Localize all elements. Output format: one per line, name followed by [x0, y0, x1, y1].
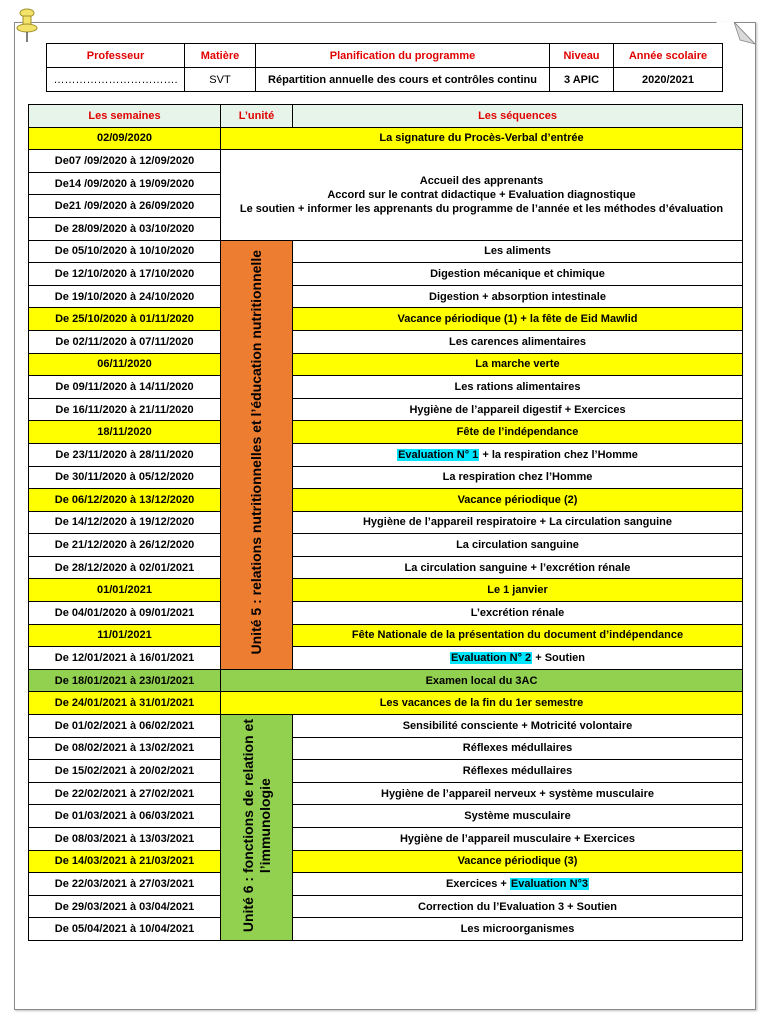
sequence-cell: Digestion + absorption intestinale	[293, 285, 743, 308]
schedule-row	[29, 669, 743, 692]
value-professeur: …………………………….	[47, 68, 185, 92]
week-cell: De 25/10/2020 à 01/11/2020	[29, 308, 221, 331]
week-cell: De07 /09/2020 à 12/09/2020	[29, 150, 221, 173]
schedule-row	[29, 805, 743, 828]
week-cell: 06/11/2020	[29, 353, 221, 376]
schedule-row	[29, 624, 743, 647]
week-cell: De 19/10/2020 à 24/10/2020	[29, 285, 221, 308]
week-cell: De 22/03/2021 à 27/03/2021	[29, 873, 221, 896]
sequence-cell: Hygiène de l’appareil musculaire + Exercices	[293, 828, 743, 851]
week-cell: De 16/11/2020 à 21/11/2020	[29, 398, 221, 421]
week-cell: De 23/11/2020 à 28/11/2020	[29, 443, 221, 466]
week-cell: De 05/04/2021 à 10/04/2021	[29, 918, 221, 941]
schedule-header-row	[29, 105, 743, 128]
evaluation-highlight: Evaluation N° 2	[450, 652, 532, 665]
week-cell: De 06/12/2020 à 13/12/2020	[29, 489, 221, 512]
sequence-text: + la respiration chez l’Homme	[479, 448, 638, 461]
week-cell: De 12/01/2021 à 16/01/2021	[29, 647, 221, 670]
schedule-row	[29, 715, 743, 738]
sequence-cell: Les microorganismes	[293, 918, 743, 941]
header-cell-professeur: Professeur	[47, 44, 185, 68]
schedule-table	[28, 104, 743, 941]
schedule-row	[29, 330, 743, 353]
schedule-row	[29, 782, 743, 805]
unit-5-label: Unité 5 : relations nutritionnelles et l’éducation nutritionnelle	[248, 250, 264, 655]
unit-6-label-line-2: l’immunologie	[256, 778, 273, 873]
schedule-row	[29, 828, 743, 851]
sequence-cell	[293, 443, 743, 466]
week-cell: De 28/12/2020 à 02/01/2021	[29, 556, 221, 579]
schedule-row	[29, 127, 743, 150]
value-annee: 2020/2021	[614, 68, 723, 92]
sequence-cell	[293, 873, 743, 896]
sequence-cell: Vacance périodique (1) + la fête de Eid Mawlid	[293, 308, 743, 331]
schedule-row	[29, 443, 743, 466]
week-cell: De 21/12/2020 à 26/12/2020	[29, 534, 221, 557]
value-planification: Répartition annuelle des cours et contrôles continu	[256, 68, 550, 92]
header-cell-annee: Année scolaire	[614, 44, 723, 68]
sequence-cell: Hygiène de l’appareil digestif + Exercices	[293, 398, 743, 421]
week-cell: De14 /09/2020 à 19/09/2020	[29, 172, 221, 195]
week-cell: De 04/01/2020 à 09/01/2021	[29, 602, 221, 625]
week-cell: 01/01/2021	[29, 579, 221, 602]
sequence-cell: Vacance périodique (2)	[293, 489, 743, 512]
schedule-row	[29, 647, 743, 670]
sequence-cell: Les aliments	[293, 240, 743, 263]
sequence-cell: Correction du l’Evaluation 3 + Soutien	[293, 895, 743, 918]
sequence-text: Exercices +	[445, 877, 510, 890]
schedule-row	[29, 556, 743, 579]
sequence-cell: Sensibilité consciente + Motricité volontaire	[293, 715, 743, 738]
schedule-row	[29, 376, 743, 399]
sequence-cell	[293, 647, 743, 670]
header-cell-planification: Planification du programme	[256, 44, 550, 68]
week-cell: De 28/09/2020 à 03/10/2020	[29, 217, 221, 240]
intro-line: Accueil des apprenants	[419, 174, 544, 187]
schedule-row	[29, 737, 743, 760]
sequence-cell: Système musculaire	[293, 805, 743, 828]
schedule-row	[29, 511, 743, 534]
col-header-semaines: Les semaines	[29, 105, 221, 128]
week-cell: De 30/11/2020 à 05/12/2020	[29, 466, 221, 489]
sequence-cell: Réflexes médullaires	[293, 760, 743, 783]
week-cell: De 14/03/2021 à 21/03/2021	[29, 850, 221, 873]
unit-5-cell	[221, 240, 293, 669]
schedule-row	[29, 285, 743, 308]
week-cell: 02/09/2020	[29, 127, 221, 150]
sequence-cell: Vacance périodique (3)	[293, 850, 743, 873]
week-cell: De 05/10/2020 à 10/10/2020	[29, 240, 221, 263]
schedule-row	[29, 489, 743, 512]
week-cell: De 02/11/2020 à 07/11/2020	[29, 330, 221, 353]
unit-6-cell	[221, 715, 293, 941]
week-cell: De21 /09/2020 à 26/09/2020	[29, 195, 221, 218]
header-cell-niveau: Niveau	[550, 44, 614, 68]
schedule-row	[29, 353, 743, 376]
header-table	[46, 43, 723, 92]
sequence-cell: L’excrétion rénale	[293, 602, 743, 625]
sequence-text: + Soutien	[532, 652, 586, 665]
week-cell: De 14/12/2020 à 19/12/2020	[29, 511, 221, 534]
week-cell: De 09/11/2020 à 14/11/2020	[29, 376, 221, 399]
sequence-cell: La circulation sanguine + l’excrétion rénale	[293, 556, 743, 579]
pushpin-icon	[16, 8, 38, 44]
week-cell: De 24/01/2021 à 31/01/2021	[29, 692, 221, 715]
col-header-unite: L’unité	[221, 105, 293, 128]
sequence-cell: Fête de l’indépendance	[293, 421, 743, 444]
intro-line: Le soutien + informer les apprenants du programme de l’année et les méthodes d’évaluation	[239, 202, 724, 215]
sequence-cell: Hygiène de l’appareil nerveux + système musculaire	[293, 782, 743, 805]
week-cell: De 08/02/2021 à 13/02/2021	[29, 737, 221, 760]
week-cell: De 08/03/2021 à 13/03/2021	[29, 828, 221, 851]
week-cell: De 15/02/2021 à 20/02/2021	[29, 760, 221, 783]
schedule-row	[29, 421, 743, 444]
sequence-cell: La marche verte	[293, 353, 743, 376]
schedule-row	[29, 398, 743, 421]
sequence-cell: Fête Nationale de la présentation du document d’indépendance	[293, 624, 743, 647]
header-cell-matiere: Matière	[185, 44, 256, 68]
sequence-cell: Digestion mécanique et chimique	[293, 263, 743, 286]
week-cell: De 01/02/2021 à 06/02/2021	[29, 715, 221, 738]
schedule-row	[29, 263, 743, 286]
schedule-row	[29, 602, 743, 625]
week-cell: De 01/03/2021 à 06/03/2021	[29, 805, 221, 828]
schedule-row	[29, 579, 743, 602]
week-cell: De 12/10/2020 à 17/10/2020	[29, 263, 221, 286]
header-row	[47, 44, 723, 68]
sequence-cell: La signature du Procès-Verbal d’entrée	[221, 127, 743, 150]
schedule-row	[29, 240, 743, 263]
sequence-cell: Hygiène de l’appareil respiratoire + La circulation sanguine	[293, 511, 743, 534]
header-values-row	[47, 68, 723, 92]
evaluation-highlight: Evaluation N° 1	[398, 448, 479, 461]
unit-6-label	[240, 719, 274, 932]
schedule-row	[29, 850, 743, 873]
week-cell: De 18/01/2021 à 23/01/2021	[29, 669, 221, 692]
sequence-cell: Le 1 janvier	[293, 579, 743, 602]
schedule-row	[29, 895, 743, 918]
sequence-cell: Les rations alimentaires	[293, 376, 743, 399]
schedule-row	[29, 918, 743, 941]
week-cell: De 22/02/2021 à 27/02/2021	[29, 782, 221, 805]
sequence-cell: La circulation sanguine	[293, 534, 743, 557]
value-matiere: SVT	[185, 68, 256, 92]
intro-sequence-cell	[221, 150, 743, 240]
week-cell: 18/11/2020	[29, 421, 221, 444]
sequence-cell: Examen local du 3AC	[221, 669, 743, 692]
schedule-row	[29, 534, 743, 557]
week-cell: De 29/03/2021 à 03/04/2021	[29, 895, 221, 918]
sequence-cell: Réflexes médullaires	[293, 737, 743, 760]
unit-6-label-line-1: Unité 6 : fonctions de relation et	[239, 718, 256, 933]
schedule-row	[29, 150, 743, 173]
schedule-row	[29, 760, 743, 783]
evaluation-highlight: Evaluation N°3	[510, 877, 589, 890]
intro-line: Accord sur le contrat didactique + Evaluation diagnostique	[327, 188, 636, 201]
sequence-cell: La respiration chez l’Homme	[293, 466, 743, 489]
schedule-row	[29, 873, 743, 896]
schedule-row	[29, 308, 743, 331]
sequence-cell: Les vacances de la fin du 1er semestre	[221, 692, 743, 715]
sequence-cell: Les carences alimentaires	[293, 330, 743, 353]
schedule-row	[29, 466, 743, 489]
week-cell: 11/01/2021	[29, 624, 221, 647]
schedule-row	[29, 692, 743, 715]
col-header-sequences: Les séquences	[293, 105, 743, 128]
value-niveau: 3 APIC	[550, 68, 614, 92]
